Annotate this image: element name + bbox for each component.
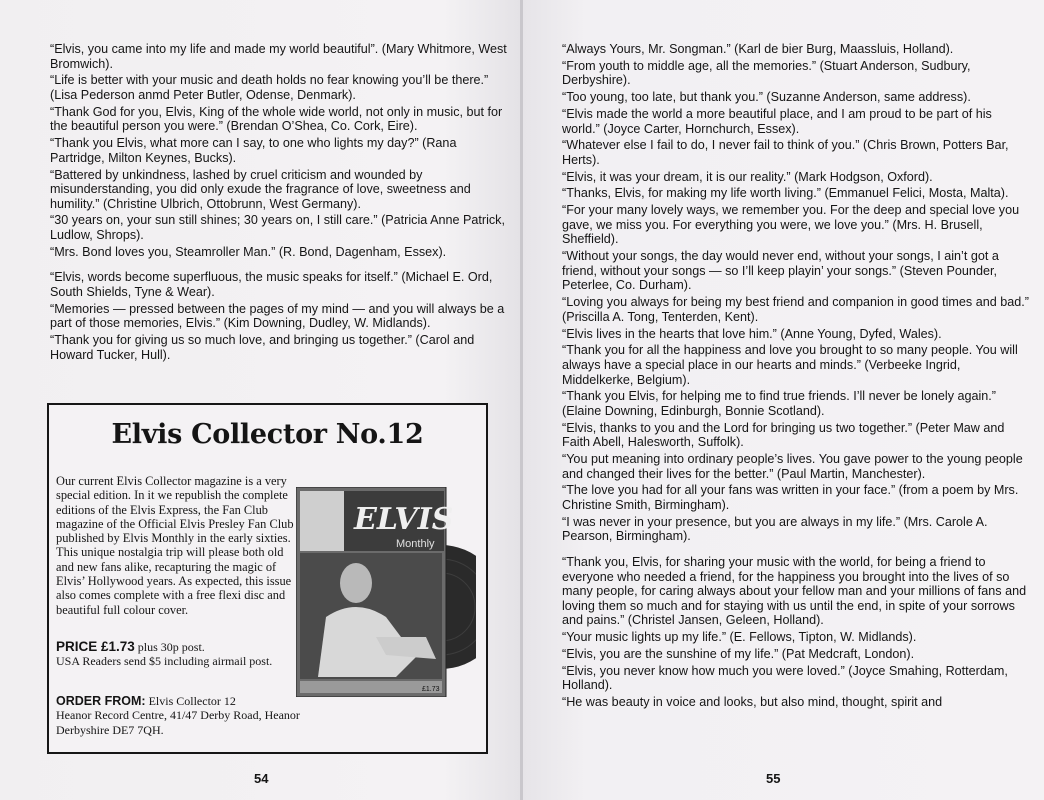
- quote: “Elvis, it was your dream, it is our reality.” (Mark Hodgson, Oxford).: [562, 169, 933, 184]
- quote: “Battered by unkindness, lashed by cruel criticism and wounded by misunderstanding, you did only exude the fragrance of love, sweetness and humility.” (Christine Ulbrich, Ottobrunn, West Germany).: [50, 167, 471, 211]
- advert-title: Elvis Collector No.12: [111, 419, 424, 450]
- quote: “Elvis lives in the hearts that love him.” (Anne Young, Dyfed, Wales).: [562, 326, 942, 341]
- advert-description: Our current Elvis Collector magazine is a very special edition. In it we republish the complete editions of the Elvis Express, the Fan Club magazine of the Official Elvis Presley Fan Club published by Elvis Monthly in the early sixties. This unique nostalgia trip will please both old and new fans alike, recapturing the magic of Elvis’ Hollywood years. As expected, this issue also comes complete with a free flexi disc and beautiful full colour cover.: [56, 474, 294, 617]
- quote: “Always Yours, Mr. Songman.” (Karl de bier Burg, Maassluis, Holland).: [562, 42, 954, 56]
- left-page: [0, 0, 521, 800]
- quote: “Without your songs, the day would never end, without your songs, I ain’t got a friend, without your songs — so I’ll keep playin’ your songs.” (Steven Pounder, Peterlee, Co. Durham).: [562, 249, 999, 293]
- usa-readers-note: USA Readers send $5 including airmail post.: [56, 654, 273, 668]
- quote: “You put meaning into ordinary people’s lives. You gave power to the young people and changed their lives for the better.” (Paul Martin, Manchester).: [562, 452, 1023, 481]
- quote: “Too young, too late, but thank you.” (Suzanne Anderson, same address).: [562, 90, 971, 105]
- quote: “Elvis, you never know how much you were loved.” (Joyce Smahing, Rotterdam, Holland).: [562, 663, 1008, 693]
- quote: “Thank you Elvis, for helping me to find true friends. I’ll never be lonely again.” (Elaine Downing, Edinburgh, Bonnie Scotland).: [562, 389, 997, 418]
- quote: “30 years on, your sun still shines; 30 years on, I still care.” (Patricia Anne Patrick, Ludlow, Shrops).: [50, 213, 505, 243]
- quote: “The love you had for all your fans was written in your face.” (from a poem by Mrs. Christine Smith, Birmingham).: [562, 483, 1019, 513]
- right-quotes-column: [562, 42, 1032, 712]
- quote: “I was never in your presence, but you are always in my life.” (Mrs. Carole A. Pearson, Birmingham).: [562, 514, 988, 544]
- order-from-label: ORDER FROM:: [56, 694, 146, 708]
- quote: “Memories — pressed between the pages of my mind — and you will always be a part of those memories, Elvis.” (Kim Downing, Dudley, W. Midlands).: [50, 301, 505, 331]
- quote: “Thank you for all the happiness and love you brought to so many people. You will always have a special place in our hearts and minds.” (Verbeeke Ingrid, Middelkerke, Belgium).: [562, 343, 1018, 387]
- quote: “Elvis, words become superfluous, the music speaks for itself.” (Michael E. Ord, South Shields, Tyne & Wear).: [50, 270, 493, 300]
- quote: “Thanks, Elvis, for making my life worth living.” (Emmanuel Felici, Mosta, Malta).: [562, 186, 1009, 201]
- price-label: PRICE £1.73: [56, 639, 135, 654]
- quote: “Mrs. Bond loves you, Steamroller Man.” (R. Bond, Dagenham, Essex).: [50, 244, 447, 259]
- quote: “From youth to middle age, all the memories.” (Stuart Anderson, Sudbury, Derbyshire).: [562, 58, 971, 88]
- price-suffix: plus 30p post.: [134, 640, 205, 654]
- order-address-line: Derbyshire DE7 7QH.: [56, 722, 164, 737]
- left-quotes-column: [50, 42, 510, 365]
- quote: “Elvis, you came into my life and made my world beautiful”. (Mary Whitmore, West Bromwich).: [50, 42, 507, 71]
- quote: “Your music lights up my life.” (E. Fellows, Tipton, W. Midlands).: [562, 630, 917, 645]
- advert-order-block: [56, 694, 356, 737]
- quote: “Life is better with your music and death holds no fear knowing you’ll be there.” (Lisa Pederson anmd Peter Butler, Odense, Denmark).: [50, 73, 489, 102]
- quote: “Whatever else I fail to do, I never fail to think of you.” (Chris Brown, Potters Bar, Herts).: [562, 138, 1009, 167]
- page-number: 54: [254, 771, 269, 786]
- page-number: 55: [766, 771, 781, 786]
- quote: “Loving you always for being my best friend and companion in good times and bad.” (Priscilla A. Tong, Tenterden, Kent).: [562, 295, 1029, 324]
- order-name: Elvis Collector 12: [145, 694, 236, 708]
- quote: “For your many lovely ways, we remember you. For the deep and special love you gave, we miss you. For everything you were, we love you.” (Mrs. H. Brusell, Sheffield).: [562, 203, 1020, 247]
- magazine-masthead: ELVIS: [354, 502, 454, 537]
- advert-price-block: [56, 640, 331, 668]
- magazine-price: £1.73: [422, 686, 440, 693]
- quote: “Elvis, you are the sunshine of my life.” (Pat Medcraft, London).: [562, 646, 915, 661]
- right-page: [523, 0, 1044, 800]
- quote: “Elvis, thanks to you and the Lord for bringing us two together.” (Peter Maw and Faith Abell, Halesworth, Suffolk).: [562, 420, 1005, 450]
- quote: “Thank you, Elvis, for sharing your music with the world, for being a friend to everyone who needed a friend, for the happiness you brought into the lives of so many people, for caring always about your fellow man and your millions of fans and loving them so much and for staying with us until the end, in spite of your sorrows and pains.” (Christel Jansen, Geleen, Holland).: [562, 555, 1027, 628]
- quote: “Thank you for giving us so much love, and bringing us together.” (Carol and Howard Tucker, Hull).: [50, 333, 475, 362]
- order-address-line: Heanor Record Centre, 41/47 Derby Road, Heanor: [56, 708, 300, 723]
- quote: “Thank you Elvis, what more can I say, to one who lights my day?” (Rana Partridge, Milton Keynes, Bucks).: [50, 136, 457, 165]
- quote: “Elvis made the world a more beautiful place, and I am proud to be part of his world.” (Joyce Carter, Hornchurch, Essex).: [562, 106, 992, 136]
- quote: “Thank God for you, Elvis, King of the whole wide world, not only in music, but for the beautiful person you were.” (Brendan O’Shea, Co. Cork, Eire).: [50, 104, 503, 134]
- quote: “He was beauty in voice and looks, but also mind, thought, spirit and: [562, 695, 943, 710]
- elvis-collector-advert: [47, 403, 488, 754]
- magazine-subtitle: Monthly: [396, 538, 435, 550]
